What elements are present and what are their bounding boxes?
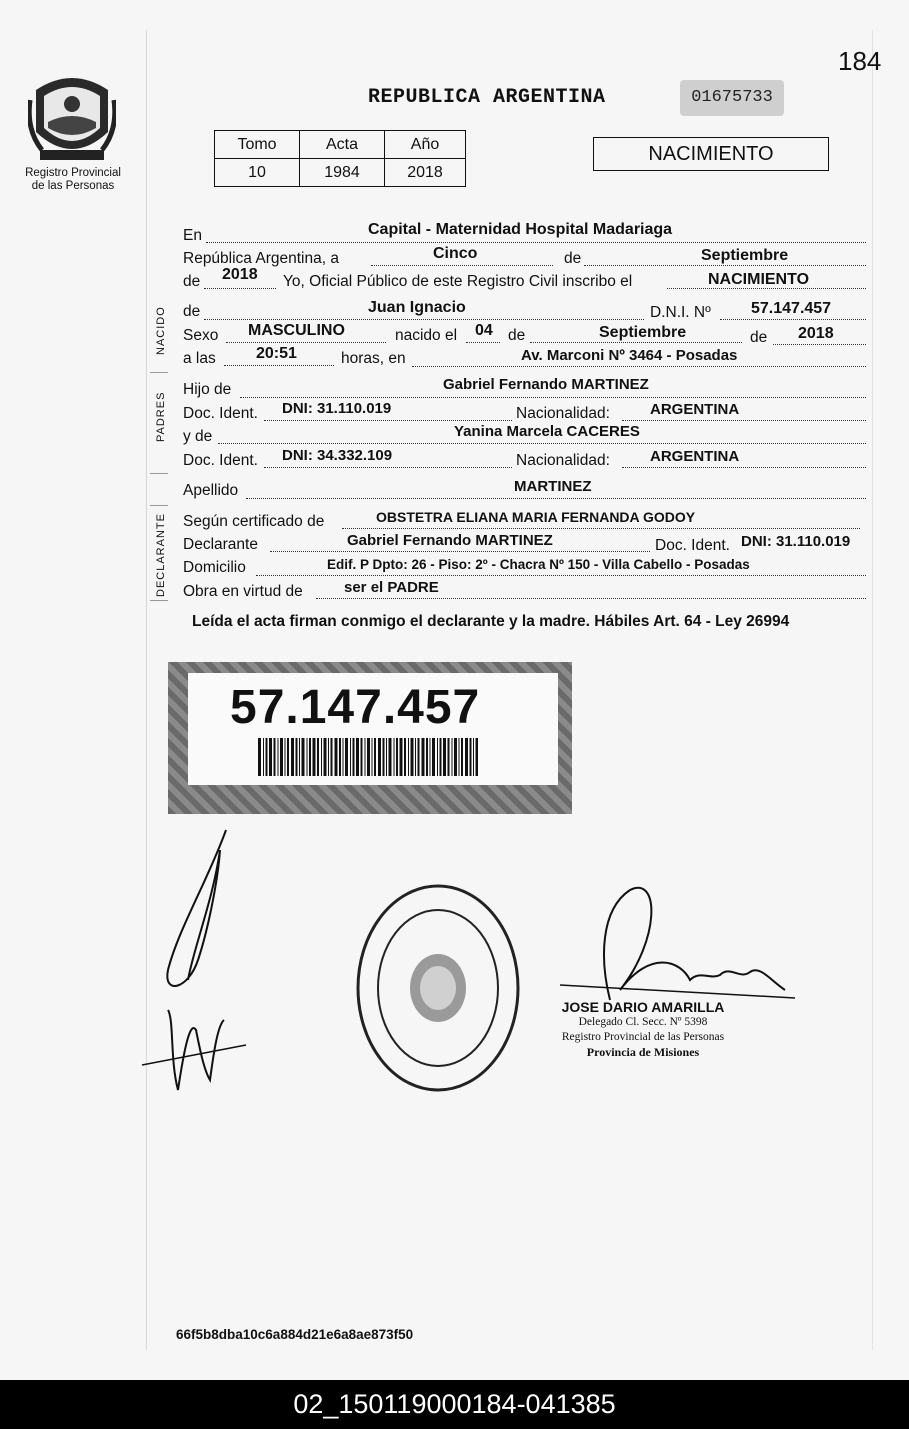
barcode-bar (430, 738, 431, 776)
label-sexo: Sexo (183, 327, 219, 344)
dotted-line (256, 574, 866, 576)
barcode-bar (365, 738, 366, 776)
table-header-acta: Acta (300, 131, 385, 159)
barcode-bar (448, 738, 450, 776)
value-apellido: MARTINEZ (514, 478, 592, 495)
footer-file-id: 02_150119000184-041385 (0, 1380, 909, 1429)
barcode-bar (328, 738, 329, 776)
barcode-bar (432, 738, 435, 776)
misiones-emblem-icon (28, 70, 116, 166)
section-divider (150, 372, 168, 373)
serial-number: 01675733 (680, 80, 784, 116)
value-domicilio: Edif. P Dpto: 26 - Piso: 2º - Chacra Nº 150 - Villa Cabello - Posadas (327, 557, 750, 572)
label-doc-ident: Doc. Ident. (655, 537, 730, 554)
dotted-line (342, 527, 860, 529)
label-doc-ident: Doc. Ident. (183, 452, 258, 469)
table-value-anio: 2018 (385, 159, 466, 187)
barcode-bar (404, 738, 406, 776)
registry-label (14, 167, 132, 193)
dni-sticker-number: 57.147.457 (230, 681, 481, 734)
value-birth-day: 04 (475, 322, 493, 339)
barcode-bar (452, 738, 453, 776)
barcode-bar (426, 738, 428, 776)
label-en: En (183, 227, 202, 244)
barcode-bar (372, 738, 373, 776)
document-title: REPUBLICA ARGENTINA (368, 86, 606, 109)
value-day: Cinco (433, 245, 478, 262)
barcode-bar (396, 738, 398, 776)
fold-line (146, 30, 147, 1350)
dotted-line (412, 365, 866, 367)
table-value-acta: 1984 (300, 159, 385, 187)
official-province: Provincia de Misiones (586, 1045, 700, 1059)
label-de: de (564, 250, 582, 267)
barcode-bar (378, 738, 381, 776)
dotted-line (622, 466, 866, 468)
value-padre: Gabriel Fernando MARTINEZ (443, 376, 649, 393)
registry-label-line: Registro Provincial (25, 167, 121, 179)
label-hijo-de: Hijo de (183, 381, 232, 398)
label-certificado: Según certificado de (183, 513, 325, 530)
barcode-bar (361, 738, 363, 776)
label-domicilio: Domicilio (183, 559, 246, 576)
value-month: Septiembre (701, 247, 789, 264)
label-de: de (183, 303, 201, 320)
barcode-bar (394, 738, 395, 776)
barcode-bar (389, 738, 392, 776)
value-inscribo: NACIMIENTO (708, 271, 810, 288)
dotted-line (720, 318, 866, 320)
dotted-line (246, 497, 866, 499)
barcode-bar (470, 738, 472, 776)
dotted-line (204, 287, 276, 289)
official-stamp-icon (352, 880, 524, 1096)
barcode-bar (309, 738, 311, 776)
label-nacionalidad: Nacionalidad: (516, 405, 610, 422)
barcode-bar (269, 738, 272, 776)
barcode-bar (454, 738, 457, 776)
barcode-bar (343, 738, 344, 776)
dotted-line (204, 318, 644, 320)
dotted-line (264, 466, 512, 468)
label-republica: República Argentina, a (183, 250, 339, 267)
value-birth-year: 2018 (798, 325, 834, 342)
barcode-bar (400, 738, 403, 776)
official-title: Delegado Cl. Secc. Nº 5398 (578, 1016, 708, 1028)
barcode-bar (350, 738, 351, 776)
page-number: 184 (838, 46, 882, 76)
barcode-bar (443, 738, 446, 776)
barcode-bar (291, 738, 294, 776)
barcode-bar (411, 738, 414, 776)
barcode-bar (296, 738, 298, 776)
barcode-bar (263, 738, 264, 776)
official-signature-icon (560, 880, 800, 1010)
barcode-bar (374, 738, 376, 776)
label-de: de (750, 329, 768, 346)
dotted-line (226, 341, 386, 343)
barcode-bar (461, 738, 463, 776)
value-year: 2018 (222, 266, 258, 283)
registry-label-line: de las Personas (31, 180, 115, 192)
dotted-line (316, 597, 866, 599)
barcode-bar (465, 738, 468, 776)
barcode-bar (280, 738, 283, 776)
dotted-line (224, 364, 334, 366)
table-value-tomo: 10 (215, 159, 300, 187)
record-table (214, 130, 466, 187)
barcode-bar (307, 738, 308, 776)
barcode-icon (258, 738, 478, 776)
section-divider (150, 600, 168, 601)
barcode-bar (386, 738, 387, 776)
dotted-line (218, 442, 866, 444)
barcode-bar (476, 738, 479, 776)
official-name: JOSE DARIO AMARILLA (561, 999, 725, 1015)
value-padre-doc: DNI: 31.110.019 (282, 400, 392, 417)
value-certificado: OBSTETRA ELIANA MARIA FERNANDA GODOY (376, 509, 696, 525)
value-birth-month: Septiembre (599, 324, 687, 341)
barcode-bar (317, 738, 319, 776)
barcode-bar (331, 738, 333, 776)
barcode-bar (353, 738, 355, 776)
barcode-bar (278, 738, 279, 776)
label-doc-ident: Doc. Ident. (183, 405, 258, 422)
table-header-tomo: Tomo (215, 131, 300, 159)
label-dni: D.N.I. Nº (650, 304, 711, 321)
barcode-bar (408, 738, 409, 776)
value-obra: ser el PADRE (344, 579, 439, 596)
barcode-bar (335, 738, 338, 776)
value-hora: 20:51 (256, 345, 297, 362)
value-declarante-doc: DNI: 31.110.019 (741, 533, 851, 550)
barcode-bar (345, 738, 348, 776)
label-nacido-el: nacido el (395, 327, 458, 344)
declarant-signature-icon (138, 820, 248, 1100)
dotted-line (240, 396, 866, 398)
label-apellido: Apellido (183, 482, 239, 499)
official-registry: Registro Provincial de las Personas (561, 1031, 725, 1043)
barcode-bar (383, 738, 385, 776)
barcode-bar (302, 738, 305, 776)
dotted-line (371, 264, 553, 266)
barcode-bar (313, 738, 316, 776)
barcode-bar (266, 738, 268, 776)
value-madre-doc: DNI: 34.332.109 (282, 447, 393, 464)
barcode-bar (473, 738, 474, 776)
label-oficial: Yo, Oficial Público de este Registro Civil inscribo el (283, 273, 633, 290)
value-padre-nacionalidad: ARGENTINA (650, 401, 740, 418)
barcode-bar (287, 738, 289, 776)
barcode-bar (356, 738, 359, 776)
dotted-line (270, 550, 650, 552)
barcode-bar (299, 738, 300, 776)
label-horas-en: horas, en (341, 350, 406, 367)
value-nombre: Juan Ignacio (368, 299, 466, 316)
barcode-bar (440, 738, 442, 776)
dotted-line (622, 419, 866, 421)
value-sexo: MASCULINO (248, 322, 345, 339)
section-padres-label: PADRES (155, 391, 167, 442)
barcode-bar (422, 738, 425, 776)
barcode-bar (285, 738, 286, 776)
official-stamp-text (536, 1000, 750, 1060)
label-a-las: a las (183, 350, 216, 367)
dotted-line (773, 343, 866, 345)
fold-line (872, 30, 873, 1350)
record-type-box: NACIMIENTO (593, 137, 829, 171)
value-madre: Yanina Marcela CACERES (454, 423, 640, 440)
section-declarante-label: DECLARANTE (155, 513, 167, 597)
barcode-bar (437, 738, 438, 776)
section-divider (150, 505, 168, 506)
barcode-bar (367, 738, 370, 776)
label-obra: Obra en virtud de (183, 583, 303, 600)
barcode-bar (459, 738, 460, 776)
dotted-line (206, 241, 866, 243)
barcode-bar (321, 738, 322, 776)
document-hash: 66f5b8dba10c6a884d21e6a8ae873f50 (176, 1327, 414, 1342)
barcode-bar (339, 738, 341, 776)
value-dni: 57.147.457 (751, 300, 832, 317)
dotted-line (466, 341, 500, 343)
label-nacionalidad: Nacionalidad: (516, 452, 610, 469)
closing-note: Leída el acta firman conmigo el declarante y la madre. Hábiles Art. 64 - Ley 26994 (192, 613, 790, 630)
barcode-bar (274, 738, 276, 776)
label-de: de (183, 273, 201, 290)
value-madre-nacionalidad: ARGENTINA (650, 448, 740, 465)
barcode-bar (418, 738, 420, 776)
section-divider (150, 473, 168, 474)
value-lugar-nacimiento: Av. Marconi Nº 3464 - Posadas (521, 347, 738, 364)
label-de: de (508, 327, 526, 344)
dotted-line (264, 419, 512, 421)
label-y-de: y de (183, 428, 213, 445)
barcode-bar (415, 738, 416, 776)
barcode-bar (324, 738, 327, 776)
barcode-bar (258, 738, 261, 776)
section-nacido-label: NACIDO (155, 306, 167, 355)
value-lugar-inscripcion: Capital - Maternidad Hospital Madariaga (368, 221, 673, 238)
label-declarante: Declarante (183, 536, 258, 553)
value-declarante: Gabriel Fernando MARTINEZ (347, 532, 553, 549)
table-header-anio: Año (385, 131, 466, 159)
